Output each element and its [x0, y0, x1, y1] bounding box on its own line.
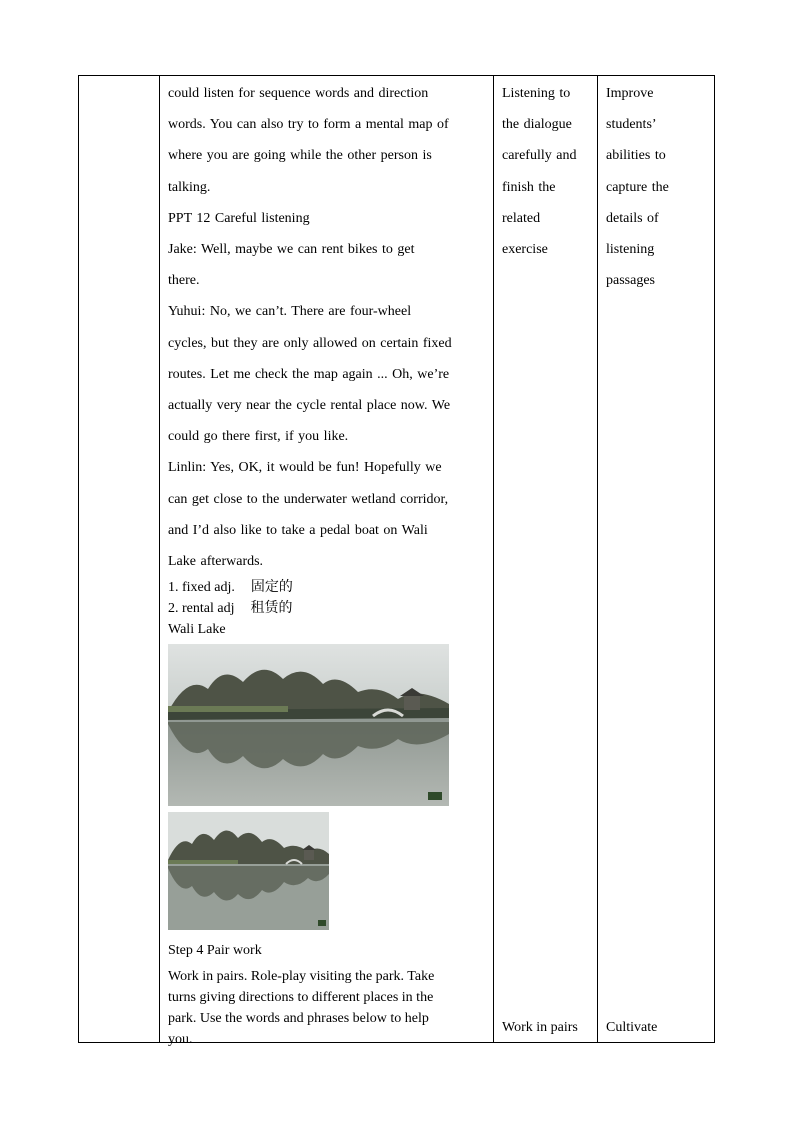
step4-text: turns giving directions to different places in the: [168, 990, 434, 1006]
vocab-item: [168, 577, 486, 598]
dialogue-line-linlin: can get close to the underwater wetland corridor,: [168, 491, 449, 507]
vocab-cn: 租赁的: [250, 600, 293, 617]
wali-lake-photo: [168, 644, 449, 806]
purpose-line: passages: [606, 273, 655, 289]
intro-line: could listen for sequence words and direction: [168, 86, 429, 101]
design-purpose-cell: [598, 76, 715, 1042]
step4-text: Work in pairs. Role-play visiting the park. Take: [168, 969, 435, 985]
lake-landscape-image: [168, 812, 329, 930]
wali-lake-photo-small: [168, 812, 329, 930]
dialogue-line-yuhui: cycles, but they are only allowed on certain fixed: [168, 335, 452, 351]
purpose-line: details of: [606, 210, 659, 226]
intro-line: talking.: [168, 179, 211, 195]
purpose-line: Improve: [606, 86, 654, 101]
step4-text: you.: [168, 1032, 193, 1048]
intro-line: words. You can also try to form a mental map of: [168, 117, 449, 133]
teacher-activity-cell: [160, 76, 494, 1048]
step4-text: park. Use the words and phrases below to help: [168, 1011, 429, 1027]
dialogue-line-yuhui: routes. Let me check the map again ... Oh, we’re: [168, 366, 450, 382]
purpose-bottom: Cultivate: [606, 1020, 658, 1035]
vocab-cn: 固定的: [250, 579, 293, 596]
dialogue-line-jake: Jake: Well, maybe we can rent bikes to get: [168, 242, 415, 258]
student-activity-cell: [494, 76, 598, 1042]
student-activity-line: carefully and: [502, 148, 577, 164]
dialogue-line-yuhui: actually very near the cycle rental place now. We: [168, 398, 451, 414]
step4-heading: Step 4 Pair work: [168, 943, 262, 959]
purpose-line: capture the: [606, 179, 669, 195]
purpose-line: students’: [606, 117, 657, 133]
ppt-heading: PPT 12 Careful listening: [168, 210, 310, 226]
photo-caption: Wali Lake: [168, 622, 226, 638]
lake-landscape-image: [168, 644, 449, 806]
dialogue-line-linlin: Lake afterwards.: [168, 554, 264, 570]
dialogue-line-linlin: Linlin: Yes, OK, it would be fun! Hopefully we: [168, 460, 442, 476]
vocab-term: 2. rental adj: [168, 601, 235, 617]
student-activity-line: finish the: [502, 179, 556, 195]
dialogue-line-yuhui: Yuhui: No, we can’t. There are four-wheel: [168, 304, 412, 320]
purpose-line: abilities to: [606, 148, 666, 164]
student-activity-line: related: [502, 210, 541, 226]
student-activity-line: Listening to: [502, 86, 571, 101]
intro-line: where you are going while the other person is: [168, 148, 432, 164]
student-activity-bottom: Work in pairs: [502, 1020, 578, 1035]
dialogue-line-yuhui: could go there first, if you like.: [168, 429, 349, 445]
student-activity-line: the dialogue: [502, 117, 572, 133]
vocab-term: 1. fixed adj.: [168, 580, 235, 596]
dialogue-line-linlin: and I’d also like to take a pedal boat on Wali: [168, 522, 428, 538]
vocab-item: [168, 598, 486, 619]
purpose-line: listening: [606, 242, 655, 258]
lesson-plan-table: [78, 75, 715, 1048]
student-activity-line: exercise: [502, 242, 548, 258]
dialogue-line-jake: there.: [168, 273, 200, 289]
